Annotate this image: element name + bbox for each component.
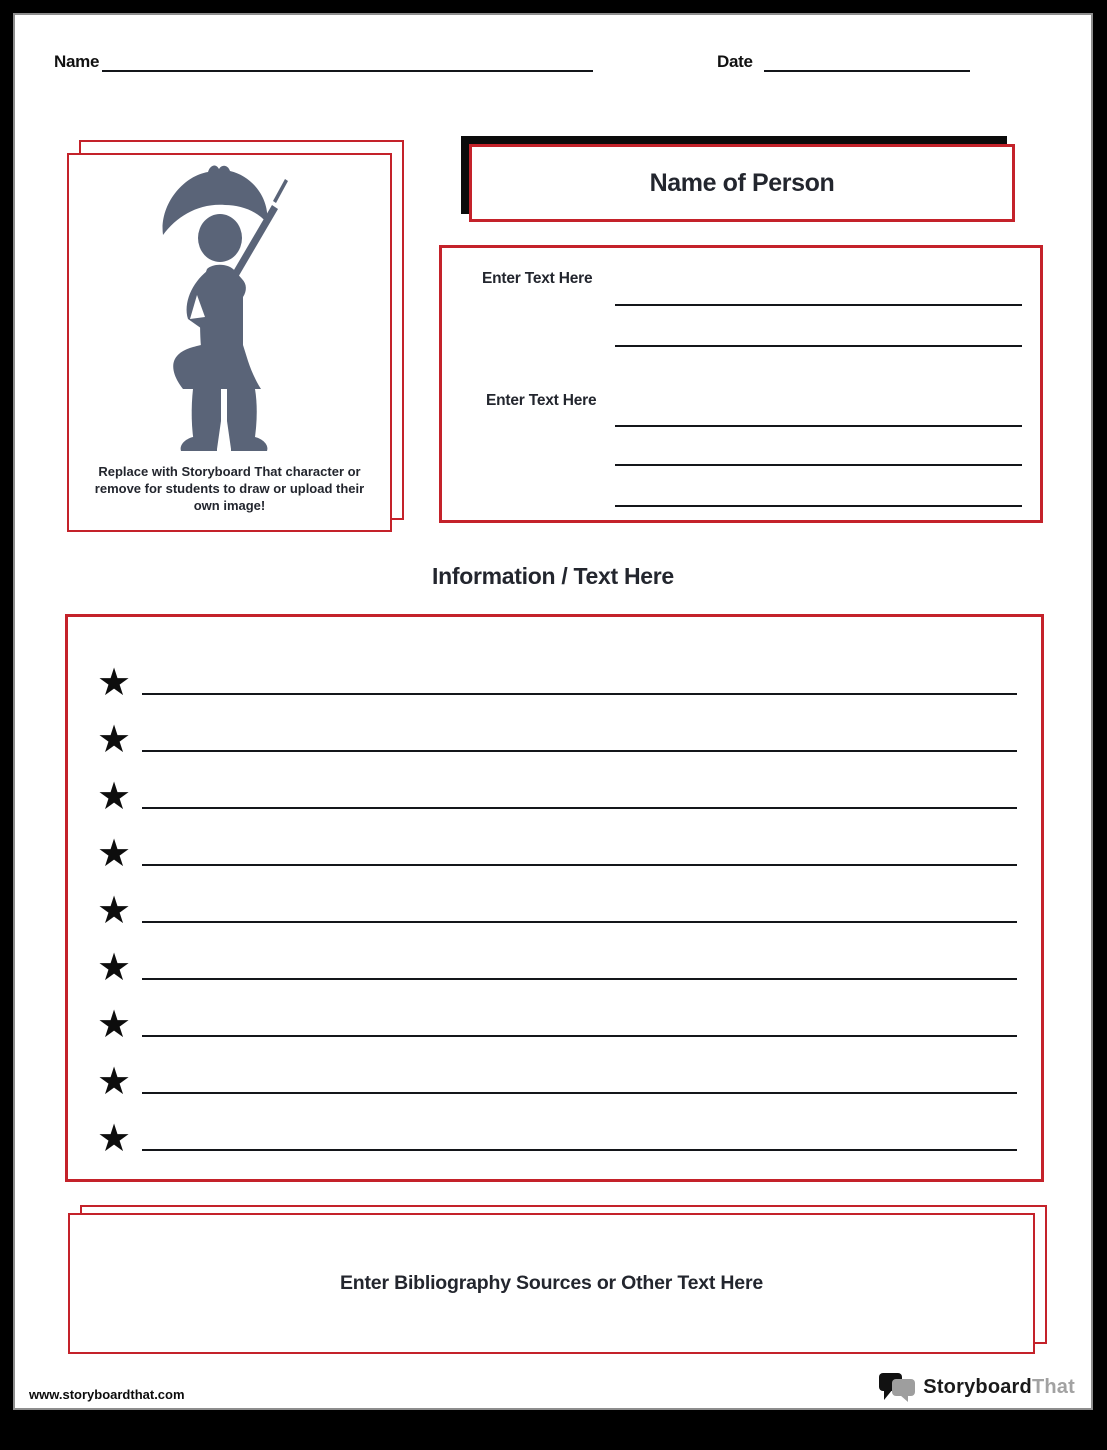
name-label: Name <box>54 52 100 71</box>
date-label: Date <box>717 52 753 71</box>
star-list-row <box>97 830 1017 875</box>
writing-line <box>142 1035 1017 1037</box>
writing-line <box>142 864 1017 866</box>
website-url: www.storyboardthat.com <box>29 1387 185 1402</box>
person-title-box <box>469 144 1015 222</box>
star-icon: ★ <box>97 831 132 875</box>
character-caption: Replace with Storyboard That character or remove for students to draw or upload their own image! <box>94 463 365 513</box>
enter-text-placeholder-2[interactable]: Enter Text Here <box>486 392 597 409</box>
star-icon: ★ <box>97 660 132 704</box>
star-list-row <box>97 887 1017 932</box>
storyboardthat-logo <box>879 1371 1075 1403</box>
star-icon: ★ <box>97 1059 132 1103</box>
star-icon: ★ <box>97 1116 132 1160</box>
star-icon: ★ <box>97 945 132 989</box>
star-list-row <box>97 1001 1017 1046</box>
star-list <box>65 614 1044 1182</box>
star-list-row <box>97 659 1017 704</box>
star-icon: ★ <box>97 774 132 818</box>
writing-line <box>142 750 1017 752</box>
star-list-row <box>97 1058 1017 1103</box>
writing-line <box>615 497 1022 507</box>
writing-line <box>142 1092 1017 1094</box>
worksheet-page <box>13 13 1093 1410</box>
logo-text-primary: Storyboard <box>923 1375 1032 1398</box>
star-icon: ★ <box>97 888 132 932</box>
soldier-silhouette-image[interactable] <box>155 159 305 459</box>
writing-line <box>142 693 1017 695</box>
logo-text <box>923 1376 1075 1399</box>
writing-line <box>615 337 1022 347</box>
info-heading-placeholder[interactable]: Information / Text Here <box>432 563 674 589</box>
bibliography-placeholder[interactable]: Enter Bibliography Sources or Other Text Here <box>340 1272 763 1294</box>
writing-line <box>615 296 1022 306</box>
star-icon: ★ <box>97 1002 132 1046</box>
person-title-placeholder[interactable]: Name of Person <box>649 168 835 197</box>
writing-line <box>615 456 1022 466</box>
speech-bubbles-icon <box>879 1371 917 1403</box>
star-list-row <box>97 716 1017 761</box>
star-list-row <box>97 944 1017 989</box>
writing-line <box>142 978 1017 980</box>
bibliography-frame <box>68 1213 1035 1354</box>
writing-line <box>142 1149 1017 1151</box>
bibliography-box <box>68 1205 1047 1354</box>
star-list-row <box>97 773 1017 818</box>
star-icon: ★ <box>97 717 132 761</box>
character-frame <box>67 153 392 532</box>
writing-line <box>615 417 1022 427</box>
writing-line <box>142 807 1017 809</box>
detail-box <box>439 245 1043 523</box>
name-blank-line <box>102 52 593 72</box>
star-list-row <box>97 1115 1017 1160</box>
writing-line <box>142 921 1017 923</box>
character-box <box>67 140 404 532</box>
logo-text-secondary: That <box>1031 1375 1075 1398</box>
enter-text-placeholder-1[interactable]: Enter Text Here <box>482 270 593 287</box>
date-blank-line <box>764 52 970 72</box>
